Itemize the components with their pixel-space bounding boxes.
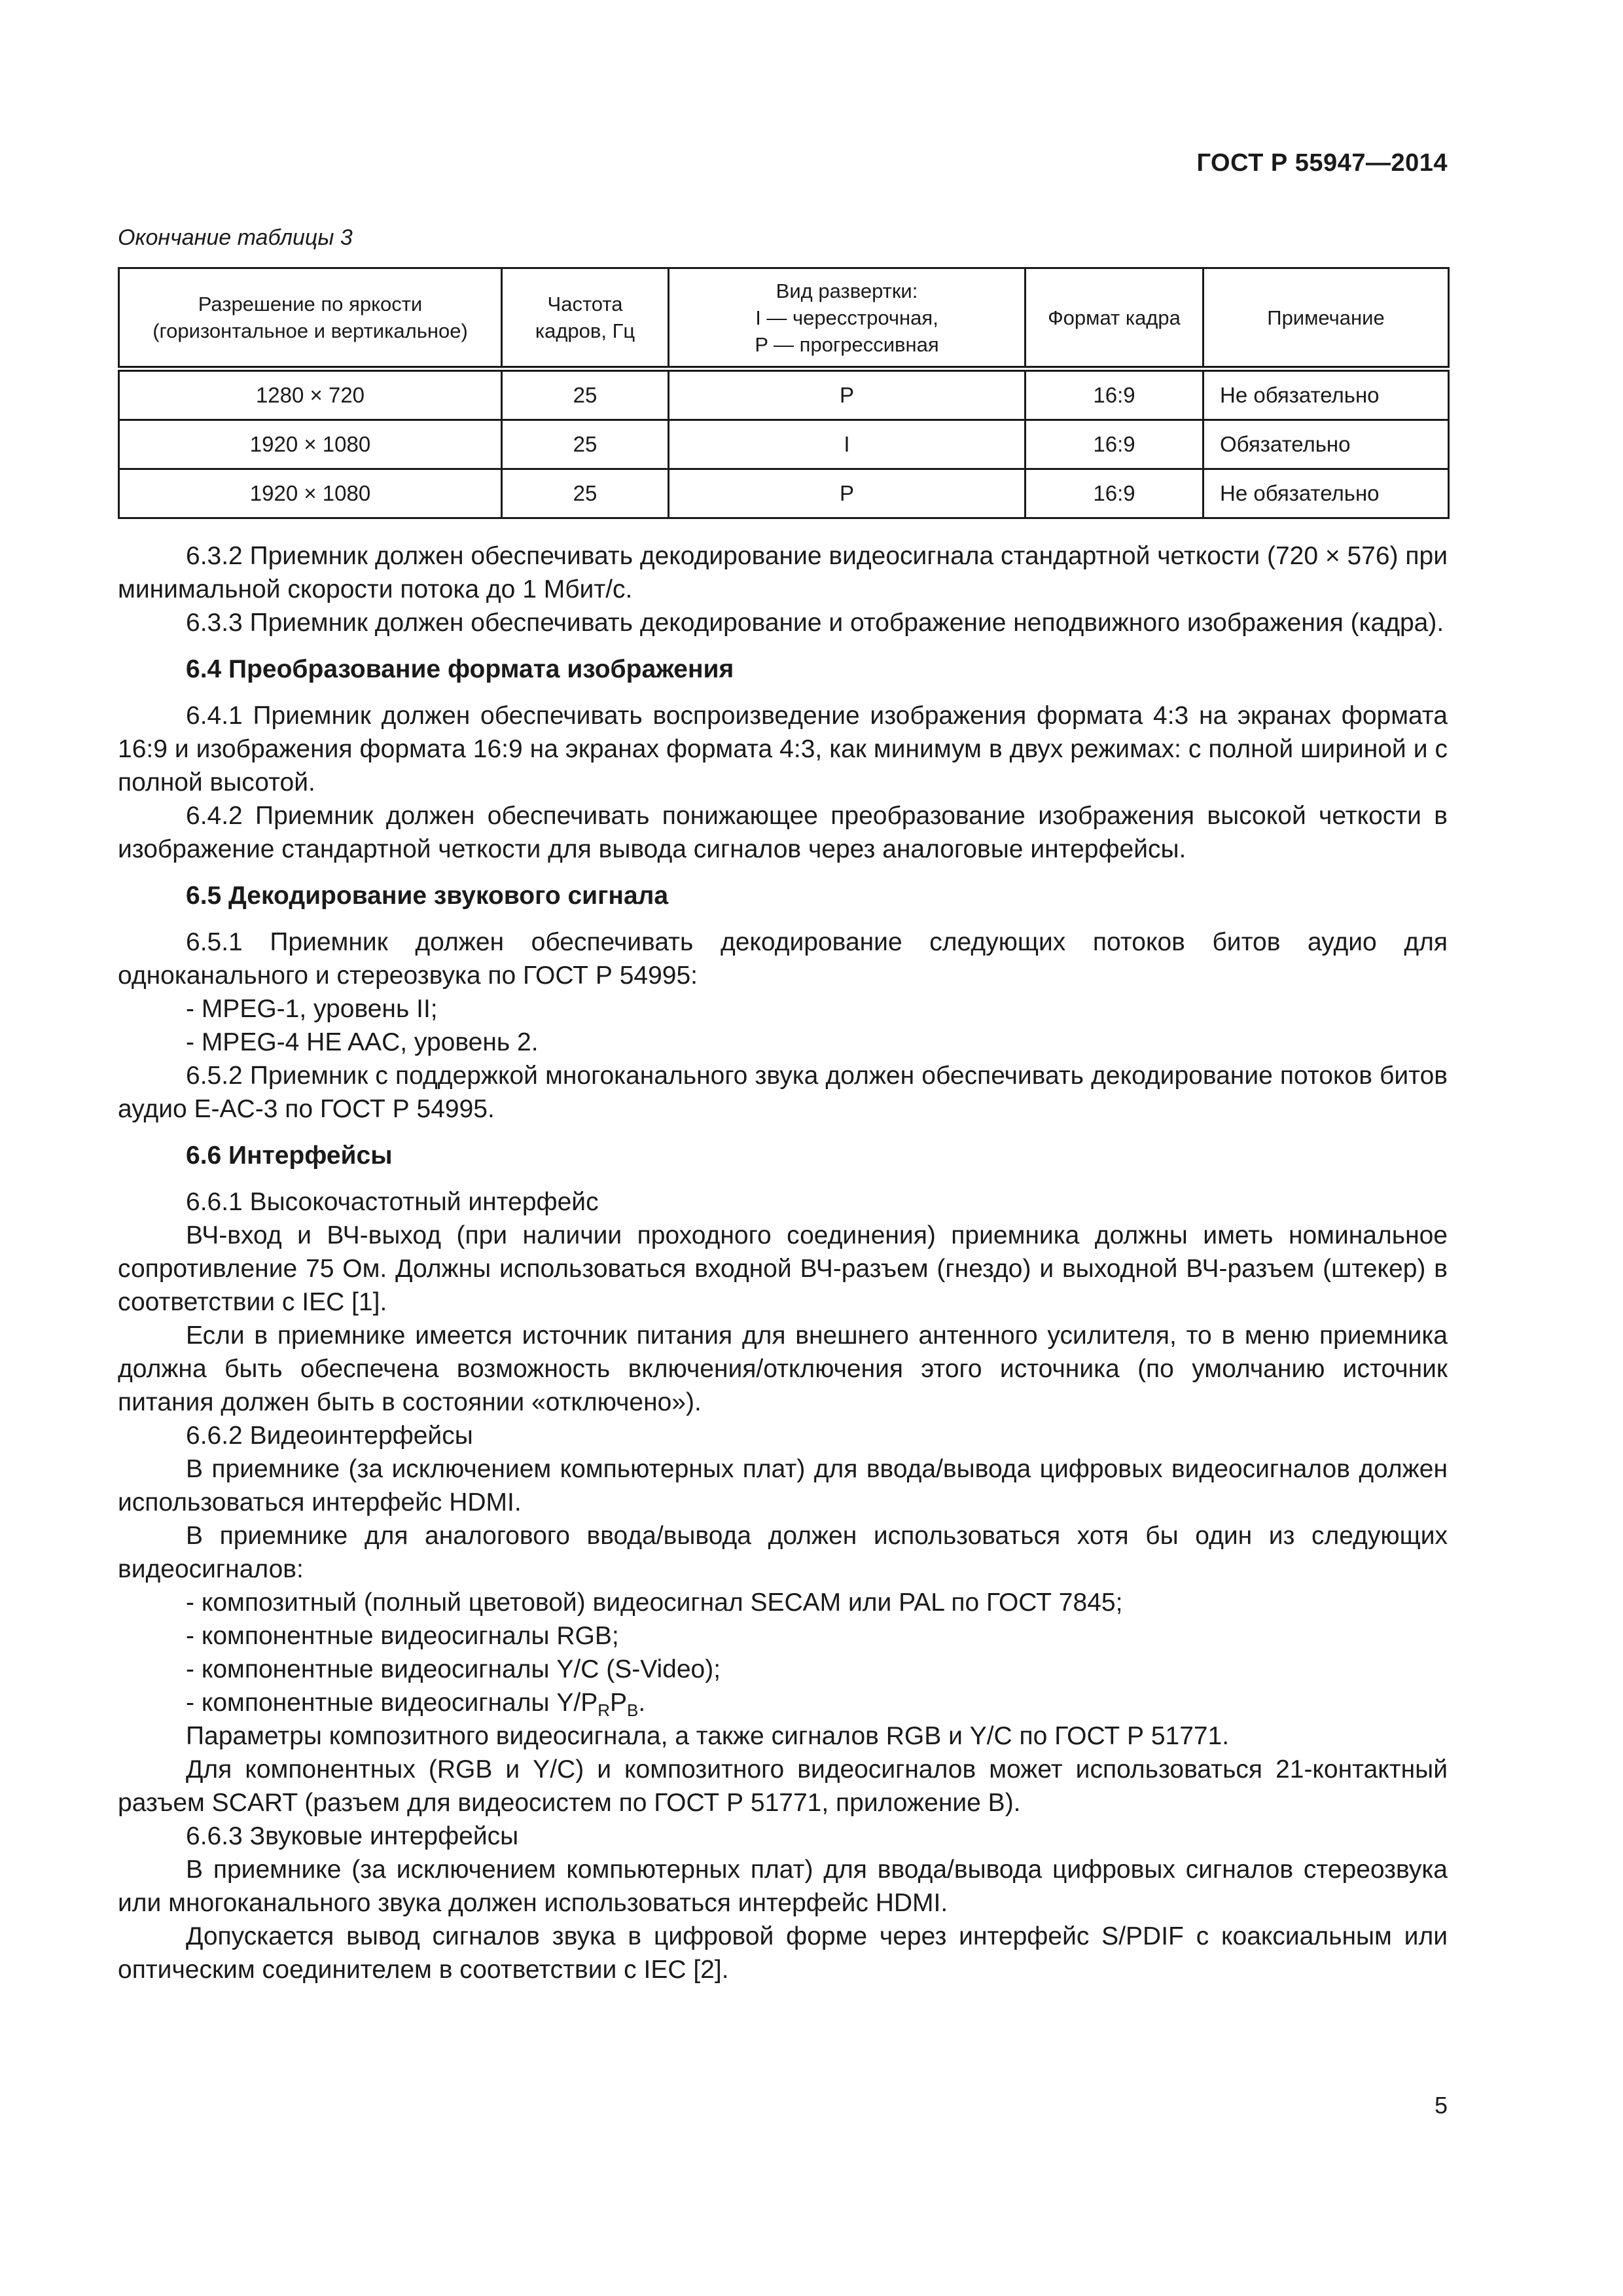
section-heading-6-4: 6.4 Преобразование формата изображения [186, 655, 734, 683]
table-header-row [119, 268, 1449, 369]
cell-resolution: 1280 × 720 [119, 369, 502, 420]
table-3 [118, 267, 1450, 519]
cell-frame-format: 16:9 [1026, 369, 1204, 420]
list-item: - композитный (полный цветовой) видеосигнал SECAM или PAL по ГОСТ 7845; [186, 1588, 1123, 1617]
list-item: - компонентные видеосигналы RGB; [186, 1622, 619, 1650]
paragraph-6-6-2-d: Для компонентных (RGB и Y/C) и композитного видеосигналов может использоваться 21-контактный разъем SCART (разъем для видеосистем по ГОСТ Р 51771, приложение В). [118, 1755, 1448, 1817]
cell-frame-rate: 25 [502, 420, 669, 469]
page-number: 5 [1434, 2092, 1448, 2119]
col-header-scan-type: Вид развертки: I — чересстрочная, P — прогрессивная [669, 268, 1026, 369]
list-item: - MPEG-1, уровень II; [186, 995, 438, 1023]
subsection-title-6-6-3: 6.6.3 Звуковые интерфейсы [186, 1822, 519, 1850]
list-item: - компонентные видеосигналы $Y/P_RP_B$. [186, 1689, 646, 1720]
cell-note: Не обязательно [1204, 469, 1449, 518]
cell-note: Обязательно [1204, 420, 1449, 469]
table-row [119, 469, 1449, 518]
paragraph-6-6-1-a: ВЧ-вход и ВЧ-выход (при наличии проходного соединения) приемника должны иметь номинальное сопротивление 75 Ом. Должны использоваться входной ВЧ-разъем (гнездо) и выходной ВЧ-разъем (штекер) в соответствии с IEC [1]. [118, 1221, 1448, 1316]
section-heading-6-5: 6.5 Декодирование звукового сигнала [186, 882, 669, 910]
section-heading-6-6: 6.6 Интерфейсы [186, 1141, 393, 1170]
paragraph-6-4-1: 6.4.1 Приемник должен обеспечивать воспроизведение изображения формата 4:3 на экранах формата 16:9 и изображения формата 16:9 на экранах формата 4:3, как минимум в двух режимах: с полной шириной и с полной высотой. [118, 702, 1448, 797]
paragraph-6-6-1-b: Если в приемнике имеется источник питания для внешнего антенного усилителя, то в меню приемника должна быть обеспечена возможность включения/отключения этого источника (по умолчанию источник питания должен быть в состоянии «отключено»). [118, 1321, 1448, 1416]
cell-scan-type: P [669, 469, 1026, 518]
paragraph-6-6-3-a: В приемнике (за исключением компьютерных плат) для ввода/вывода цифровых сигналов стереозвука или многоканального звука должен использоваться интерфейс HDMI. [118, 1856, 1448, 1917]
cell-scan-type: I [669, 420, 1026, 469]
paragraph-6-5-2: 6.5.2 Приемник с поддержкой многоканального звука должен обеспечивать декодирование потоков битов аудио E-AC-3 по ГОСТ Р 54995. [118, 1062, 1448, 1123]
col-header-resolution: Разрешение по яркости (горизонтальное и вертикальное) [119, 268, 502, 369]
table-row [119, 369, 1449, 420]
cell-resolution: 1920 × 1080 [119, 420, 502, 469]
subsection-title-6-6-2: 6.6.2 Видеоинтерфейсы [186, 1422, 473, 1450]
cell-frame-rate: 25 [502, 369, 669, 420]
cell-frame-rate: 25 [502, 469, 669, 518]
cell-frame-format: 16:9 [1026, 420, 1204, 469]
document-code: ГОСТ Р 55947—2014 [1196, 149, 1448, 177]
paragraph-6-3-2: 6.3.2 Приемник должен обеспечивать декодирование видеосигнала стандартной четкости (720 × 576) при минимальной скорости потока до 1 Мбит/с. [118, 542, 1448, 603]
paragraph-6-6-2-c: Параметры композитного видеосигнала, а также сигналов RGB и Y/C по ГОСТ Р 51771. [186, 1722, 1230, 1750]
cell-resolution: 1920 × 1080 [119, 469, 502, 518]
col-header-frame-rate: Частота кадров, Гц [502, 268, 669, 369]
paragraph-6-3-3: 6.3.3 Приемник должен обеспечивать декодирование и отображение неподвижного изображения (кадра). [186, 609, 1444, 637]
col-header-note: Примечание [1204, 268, 1449, 369]
paragraph-6-5-1: 6.5.1 Приемник должен обеспечивать декодирование следующих потоков битов аудио для одноканального и стереозвука по ГОСТ Р 54995: [118, 928, 1448, 990]
cell-note: Не обязательно [1204, 369, 1449, 420]
paragraph-6-6-2-a: В приемнике (за исключением компьютерных плат) для ввода/вывода цифровых видеосигналов должен использоваться интерфейс HDMI. [118, 1455, 1448, 1516]
table-row [119, 420, 1449, 469]
table-caption: Окончание таблицы 3 [118, 225, 353, 250]
subsection-title-6-6-1: 6.6.1 Высокочастотный интерфейс [186, 1188, 599, 1216]
paragraph-6-4-2: 6.4.2 Приемник должен обеспечивать понижающее преобразование изображения высокой четкости в изображение стандартной четкости для вывода сигналов через аналоговые интерфейсы. [118, 802, 1448, 863]
col-header-frame-format: Формат кадра [1026, 268, 1204, 369]
cell-scan-type: P [669, 369, 1026, 420]
paragraph-6-6-2-b: В приемнике для аналогового ввода/вывода должен использоваться хотя бы один из следующих видеосигналов: [118, 1522, 1448, 1583]
list-item: - MPEG-4 HE AAC, уровень 2. [186, 1028, 539, 1056]
list-item: - компонентные видеосигналы Y/C (S-Video); [186, 1655, 721, 1683]
cell-frame-format: 16:9 [1026, 469, 1204, 518]
paragraph-6-6-3-b: Допускается вывод сигналов звука в цифровой форме через интерфейс S/PDIF с коаксиальным или оптическим соединителем в соответствии с IEC [2]. [118, 1922, 1448, 1984]
document-body [118, 539, 1448, 1986]
